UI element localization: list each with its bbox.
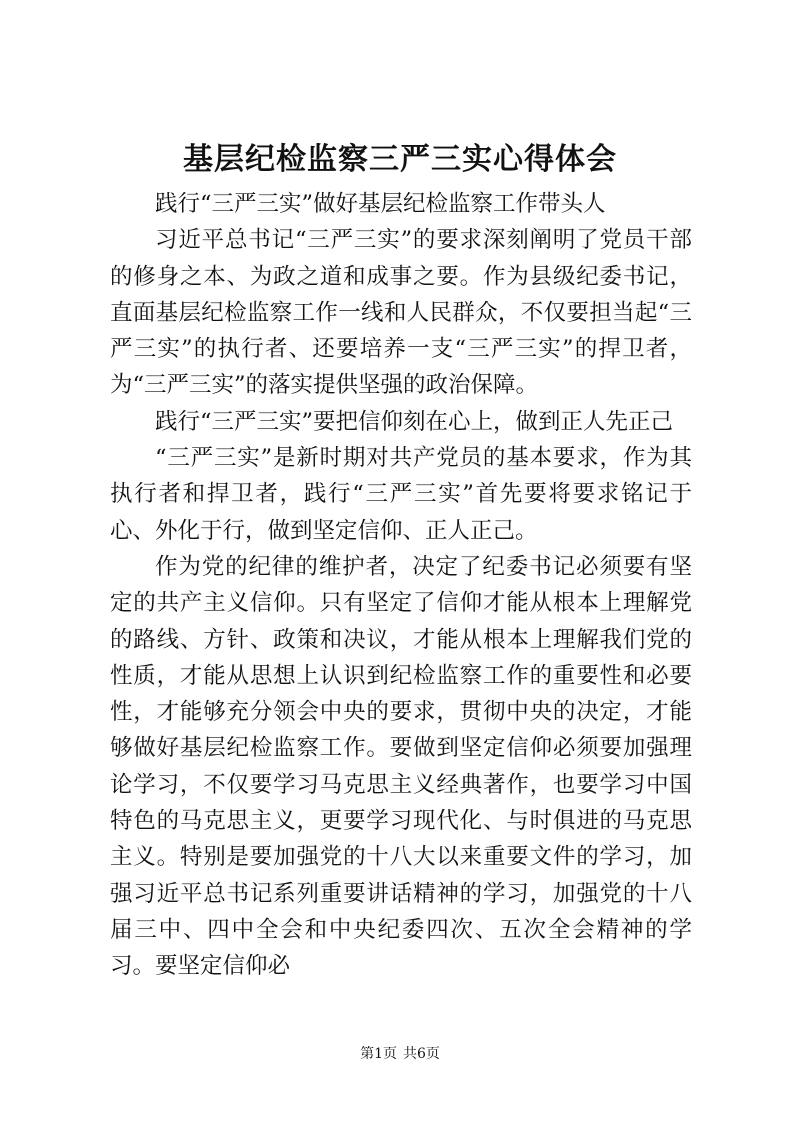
paragraph-3: 作为党的纪律的维护者，决定了纪委书记必须要有坚定的共产主义信仰。只有坚定了信仰才能从根本上理解党的路线、方针、政策和决议，才能从根本上理解我们党的性质，才能从思想上认识到纪检监察工作的重要性和必要性，才能够充分领会中央的要求，贯彻中央的决定，才能够做好基层纪检监察工作。要做到坚定信仰必须要加强理论学习，不仅要学习马克思主义经典著作，也要学习中国特色的马克思主义，更要学习现代化、与时俱进的马克思主义。特别是要加强党的十八大以来重要文件的学习，加强习近平总书记系列重要讲话精神的学习，加强党的十八届三中、四中全会和中央纪委四次、五次全会精神的学习。要坚定信仰必 [110,553,692,980]
paragraph-1: 习近平总书记“三严三实”的要求深刻阐明了党员干部的修身之本、为政之道和成事之要。作为县级纪委书记，直面基层纪检监察工作一线和人民群众，不仅要担当起“三严三实”的执行者、还要培养一支“三严三实”的捍卫者，为“三严三实”的落实提供坚强的政治保障。 [110,227,692,399]
document-title: 基层纪检监察三严三实心得体会 [183,142,617,177]
page-footer [0,1044,800,1064]
page-number: 第1页 [360,1046,397,1062]
section-heading-2: 践行“三严三实”要把信仰刻在心上，做到正人先正己 [155,408,674,435]
document-body [110,186,692,985]
page-total: 共6页 [403,1046,440,1062]
section-heading-1: 践行“三严三实”做好基层纪检监察工作带头人 [155,191,606,217]
paragraph-2: “三严三实”是新时期对共产党员的基本要求，作为其执行者和捍卫者，践行“三严三实”首先要将要求铭记于心、外化于行，做到坚定信仰、正人正己。 [110,445,692,544]
